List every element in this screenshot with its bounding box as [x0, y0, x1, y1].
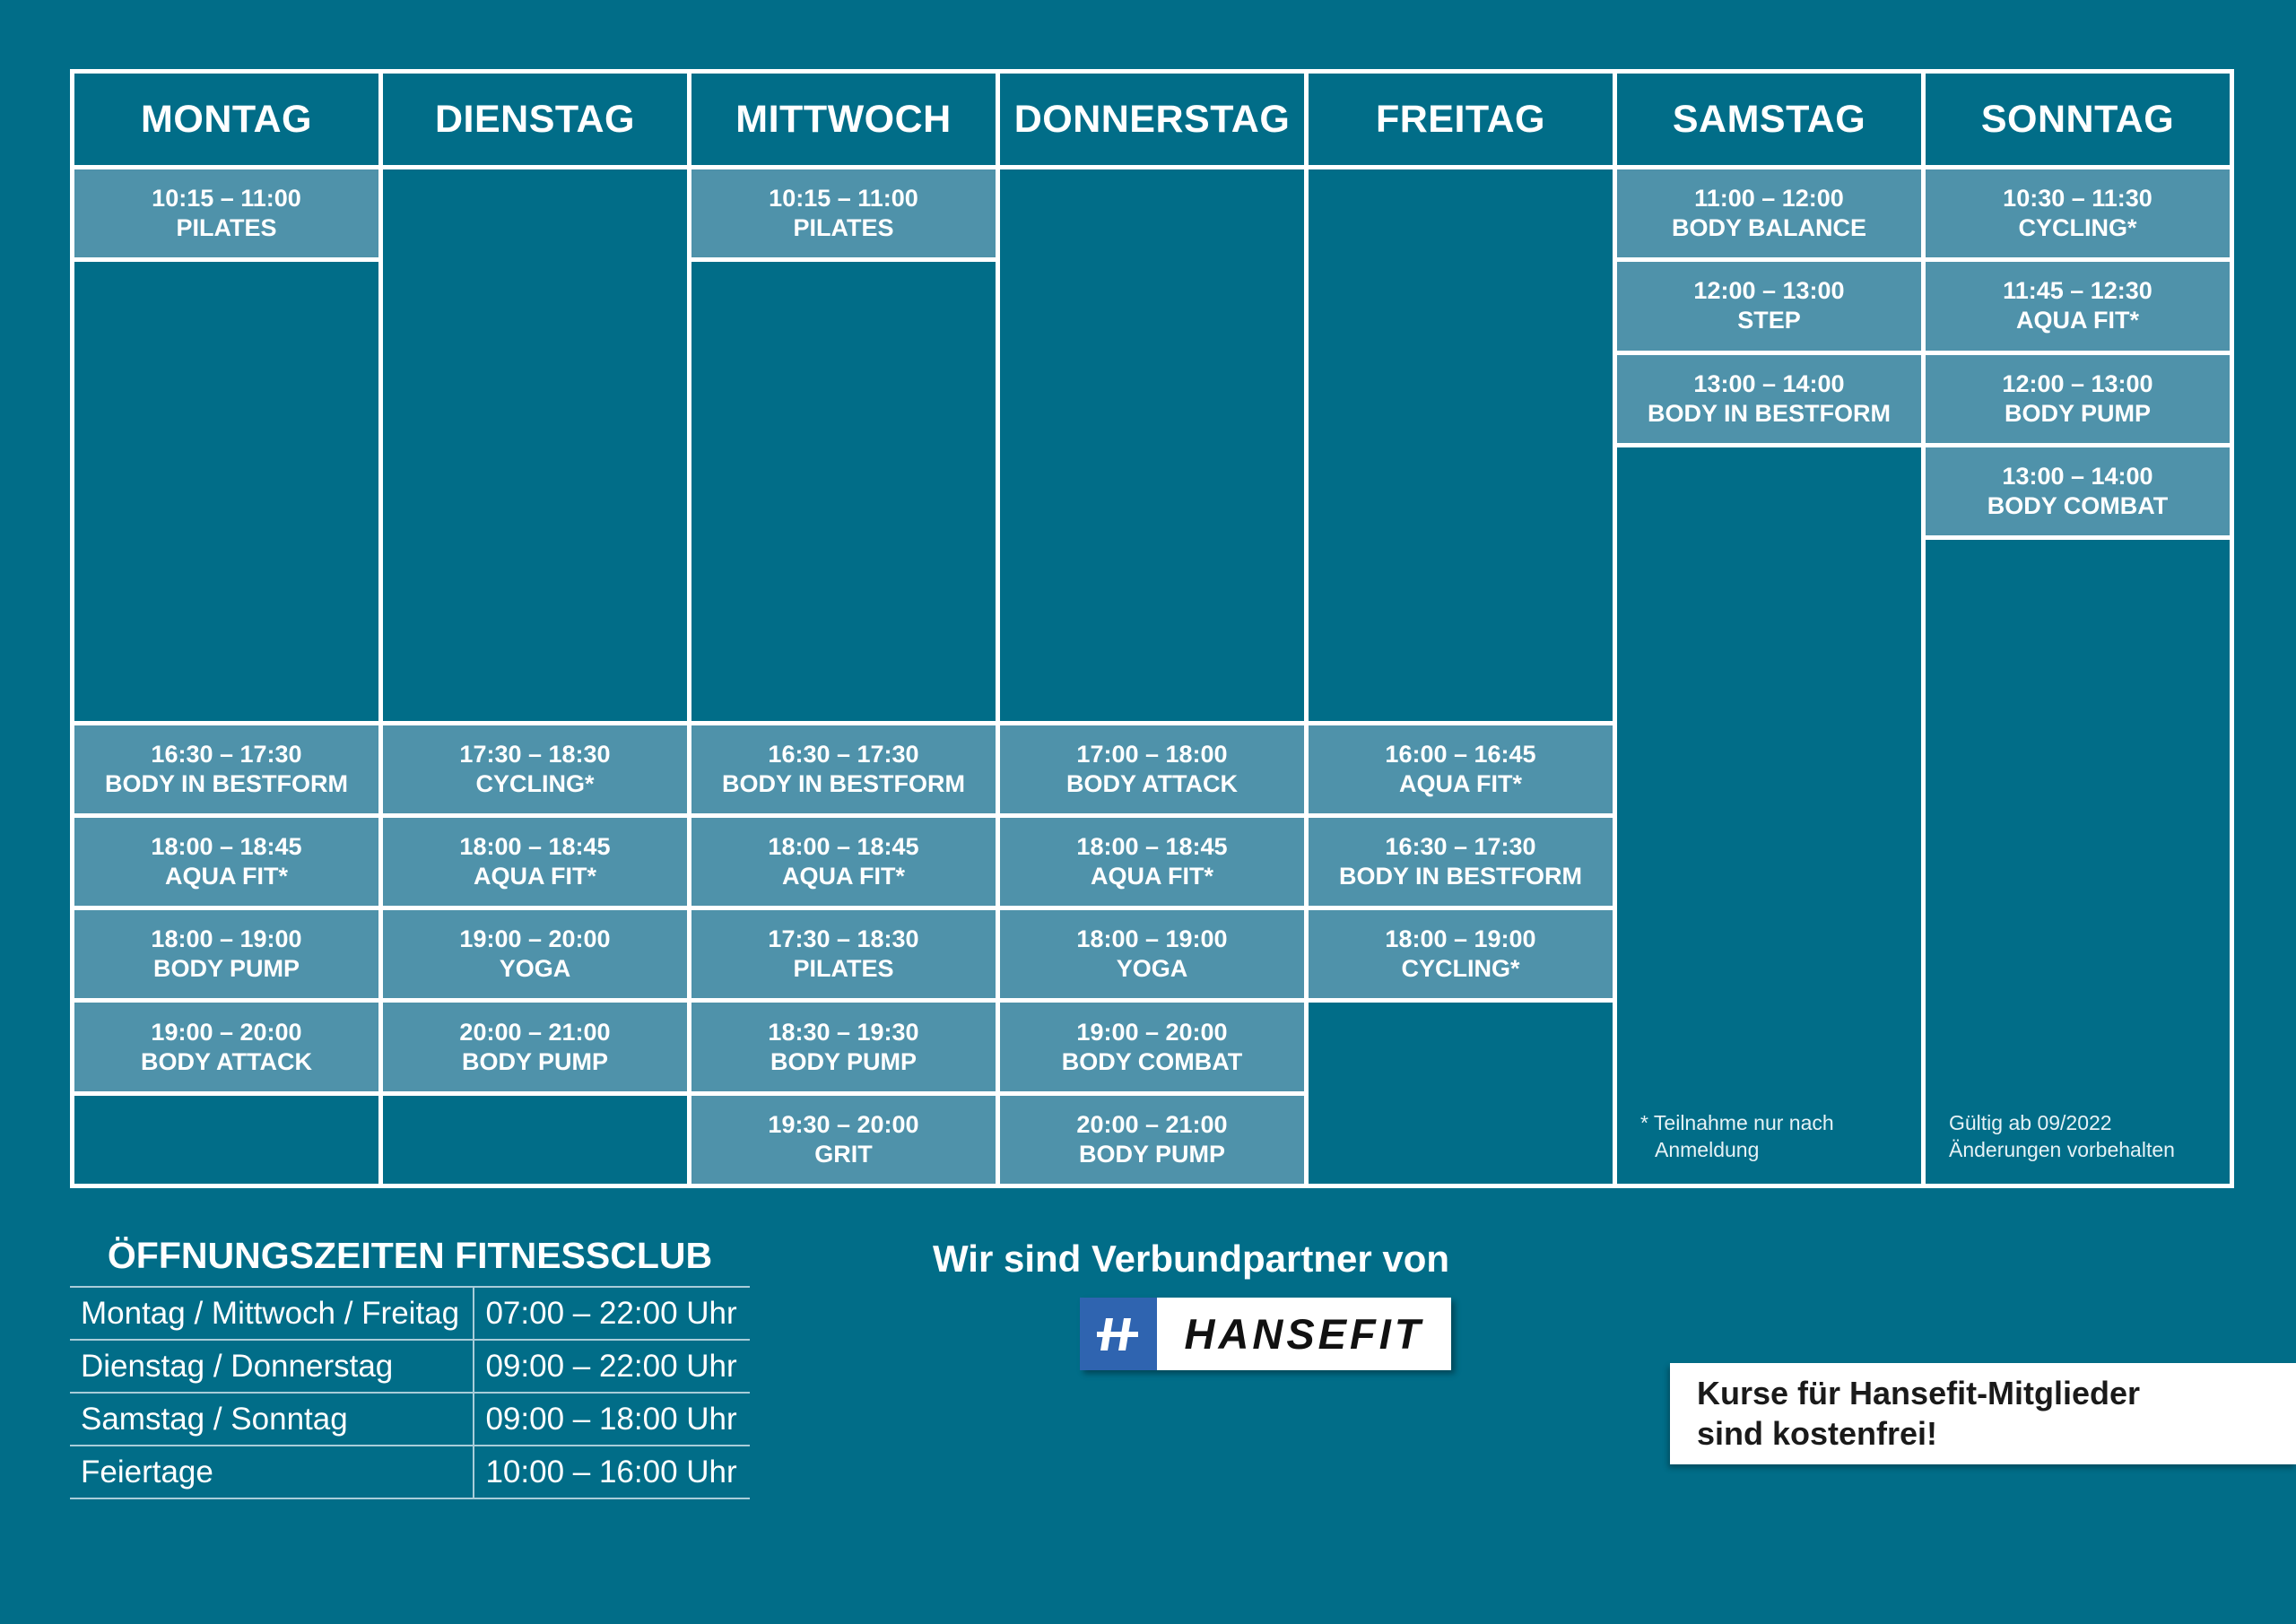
- class-name: PILATES: [793, 955, 894, 983]
- class-time: 16:30 – 17:30: [768, 740, 919, 768]
- class-name: AQUA FIT*: [2016, 307, 2139, 334]
- hours-days-cell: Feiertage: [70, 1446, 474, 1498]
- class-time: 17:30 – 18:30: [768, 925, 919, 953]
- class-slot: [383, 910, 687, 998]
- empty-slot: [1926, 540, 2230, 1184]
- class-time: 10:15 – 11:00: [769, 185, 918, 213]
- class-time: 12:00 – 13:00: [2002, 369, 2153, 397]
- promo-line2: sind kostenfrei!: [1697, 1415, 1938, 1452]
- class-slot: [74, 910, 378, 998]
- class-name: BODY COMBAT: [1061, 1047, 1243, 1075]
- class-slot: [383, 818, 687, 906]
- class-time: 20:00 – 21:00: [459, 1018, 611, 1046]
- registration-note: [1640, 1110, 1834, 1164]
- class-name: BODY BALANCE: [1671, 214, 1866, 242]
- class-name: BODY PUMP: [152, 955, 300, 983]
- class-slot: [1000, 725, 1304, 813]
- empty-slot: [383, 169, 687, 721]
- day-header-dienstag: DIENSTAG: [383, 74, 687, 165]
- hours-time-cell: 09:00 – 18:00 Uhr: [474, 1393, 750, 1446]
- class-name: AQUA FIT*: [165, 863, 288, 890]
- class-time: 19:00 – 20:00: [1076, 1018, 1228, 1046]
- validity-note-line1: Gültig ab 09/2022: [1949, 1111, 2112, 1135]
- class-name: YOGA: [1116, 955, 1188, 983]
- class-name: AQUA FIT*: [474, 863, 596, 890]
- hours-time-cell: 10:00 – 16:00 Uhr: [474, 1446, 750, 1498]
- opening-hours-title: ÖFFNUNGSZEITEN FITNESSCLUB: [107, 1235, 713, 1276]
- class-name: STEP: [1737, 307, 1801, 334]
- empty-slot: [691, 262, 996, 720]
- day-header-mittwoch: MITTWOCH: [691, 74, 996, 165]
- class-name: BODY PUMP: [1078, 1140, 1226, 1168]
- class-slot: [1000, 1003, 1304, 1090]
- class-slot: [1000, 818, 1304, 906]
- class-time: 12:00 – 13:00: [1693, 277, 1845, 305]
- table-row: [70, 1287, 750, 1340]
- class-name: AQUA FIT*: [1399, 769, 1522, 797]
- registration-note-line1: * Teilnahme nur nach: [1640, 1111, 1834, 1135]
- empty-slot: [1617, 447, 1921, 1184]
- class-time: 18:00 – 18:45: [768, 833, 919, 861]
- weekly-course-schedule: [70, 69, 2234, 1188]
- class-time: 18:00 – 19:00: [1076, 925, 1228, 953]
- class-time: 11:00 – 12:00: [1694, 185, 1844, 213]
- validity-note-line2: Änderungen vorbehalten: [1949, 1138, 2175, 1162]
- hours-days-cell: Dienstag / Donnerstag: [70, 1340, 474, 1393]
- class-name: BODY IN BESTFORM: [104, 769, 348, 797]
- class-name: BODY IN BESTFORM: [1338, 863, 1582, 890]
- hansefit-logo: [1080, 1298, 1451, 1370]
- class-name: YOGA: [499, 955, 571, 983]
- class-time: 16:00 – 16:45: [1385, 740, 1536, 768]
- class-name: BODY PUMP: [461, 1047, 609, 1075]
- day-header-samstag: SAMSTAG: [1617, 74, 1921, 165]
- day-header-donnerstag: DONNERSTAG: [1000, 74, 1304, 165]
- class-slot: [1617, 169, 1921, 257]
- class-time: 19:00 – 20:00: [151, 1018, 302, 1046]
- class-time: 18:00 – 18:45: [151, 833, 302, 861]
- class-slot: [1000, 910, 1304, 998]
- class-slot: [1309, 910, 1613, 998]
- class-time: 18:30 – 19:30: [768, 1018, 919, 1046]
- opening-hours-section: [70, 1235, 750, 1499]
- class-name: PILATES: [176, 214, 277, 242]
- hansefit-logo-icon: [1080, 1298, 1157, 1370]
- empty-slot: [1000, 169, 1304, 721]
- class-time: 13:00 – 14:00: [2002, 463, 2153, 490]
- table-row: [70, 1446, 750, 1498]
- class-name: BODY ATTACK: [141, 1047, 312, 1075]
- registration-note-line2: Anmeldung: [1655, 1138, 1760, 1162]
- class-slot: [691, 169, 996, 257]
- class-slot: [1617, 262, 1921, 350]
- empty-slot: [1309, 169, 1613, 721]
- class-time: 10:30 – 11:30: [2003, 185, 2152, 213]
- class-slot: [1926, 447, 2230, 535]
- class-slot: [1926, 355, 2230, 443]
- class-name: CYCLING*: [1401, 955, 1520, 983]
- class-time: 20:00 – 21:00: [1076, 1110, 1228, 1138]
- class-name: BODY PUMP: [770, 1047, 918, 1075]
- class-name: AQUA FIT*: [782, 863, 905, 890]
- class-name: AQUA FIT*: [1091, 863, 1213, 890]
- class-time: 17:00 – 18:00: [1076, 740, 1228, 768]
- class-slot: [383, 725, 687, 813]
- day-header-montag: MONTAG: [74, 74, 378, 165]
- class-time: 10:15 – 11:00: [152, 185, 301, 213]
- class-slot: [691, 1003, 996, 1090]
- class-name: BODY IN BESTFORM: [1647, 399, 1891, 427]
- class-time: 18:00 – 18:45: [459, 833, 611, 861]
- class-slot: [74, 169, 378, 257]
- empty-slot: [74, 1096, 378, 1184]
- class-slot: [1000, 1096, 1304, 1184]
- class-slot: [1926, 169, 2230, 257]
- class-time: 16:30 – 17:30: [151, 740, 302, 768]
- class-name: BODY COMBAT: [1987, 491, 2169, 519]
- class-time: 18:00 – 18:45: [1076, 833, 1228, 861]
- class-slot: [691, 910, 996, 998]
- validity-note: [1949, 1110, 2175, 1164]
- hours-time-cell: 09:00 – 22:00 Uhr: [474, 1340, 750, 1393]
- hours-days-cell: Samstag / Sonntag: [70, 1393, 474, 1446]
- class-slot: [1309, 818, 1613, 906]
- class-slot: [383, 1003, 687, 1090]
- class-name: CYCLING*: [2018, 214, 2137, 242]
- empty-slot: [383, 1096, 687, 1184]
- class-name: BODY ATTACK: [1066, 769, 1238, 797]
- class-time: 19:30 – 20:00: [768, 1110, 919, 1138]
- class-name: CYCLING*: [475, 769, 595, 797]
- class-time: 17:30 – 18:30: [459, 740, 611, 768]
- class-slot: [74, 1003, 378, 1090]
- class-slot: [1309, 725, 1613, 813]
- class-time: 18:00 – 19:00: [151, 925, 302, 953]
- empty-slot: [74, 262, 378, 720]
- opening-hours-table: [70, 1286, 750, 1499]
- class-slot: [691, 818, 996, 906]
- class-name: BODY PUMP: [2004, 399, 2152, 427]
- day-header-freitag: FREITAG: [1309, 74, 1613, 165]
- class-slot: [74, 818, 378, 906]
- hours-time-cell: 07:00 – 22:00 Uhr: [474, 1287, 750, 1340]
- table-row: [70, 1340, 750, 1393]
- class-time: 16:30 – 17:30: [1385, 833, 1536, 861]
- promo-banner: [1670, 1363, 2296, 1464]
- class-time: 11:45 – 12:30: [2003, 277, 2152, 305]
- hours-days-cell: Montag / Mittwoch / Freitag: [70, 1287, 474, 1340]
- partner-heading: Wir sind Verbundpartner von: [933, 1238, 1450, 1280]
- class-name: PILATES: [793, 214, 894, 242]
- promo-line1: Kurse für Hansefit-Mitglieder: [1697, 1375, 2141, 1411]
- class-slot: [1617, 355, 1921, 443]
- class-slot: [691, 1096, 996, 1184]
- class-time: 18:00 – 19:00: [1385, 925, 1536, 953]
- class-slot: [74, 725, 378, 813]
- hansefit-logo-text: HANSEFIT: [1184, 1310, 1424, 1358]
- class-slot: [691, 725, 996, 813]
- table-row: [70, 1393, 750, 1446]
- empty-slot: [1309, 1003, 1613, 1184]
- class-time: 13:00 – 14:00: [1693, 369, 1845, 397]
- class-slot: [1926, 262, 2230, 350]
- class-name: GRIT: [814, 1140, 873, 1168]
- day-header-sonntag: SONNTAG: [1926, 74, 2230, 165]
- class-name: BODY IN BESTFORM: [721, 769, 965, 797]
- class-time: 19:00 – 20:00: [459, 925, 611, 953]
